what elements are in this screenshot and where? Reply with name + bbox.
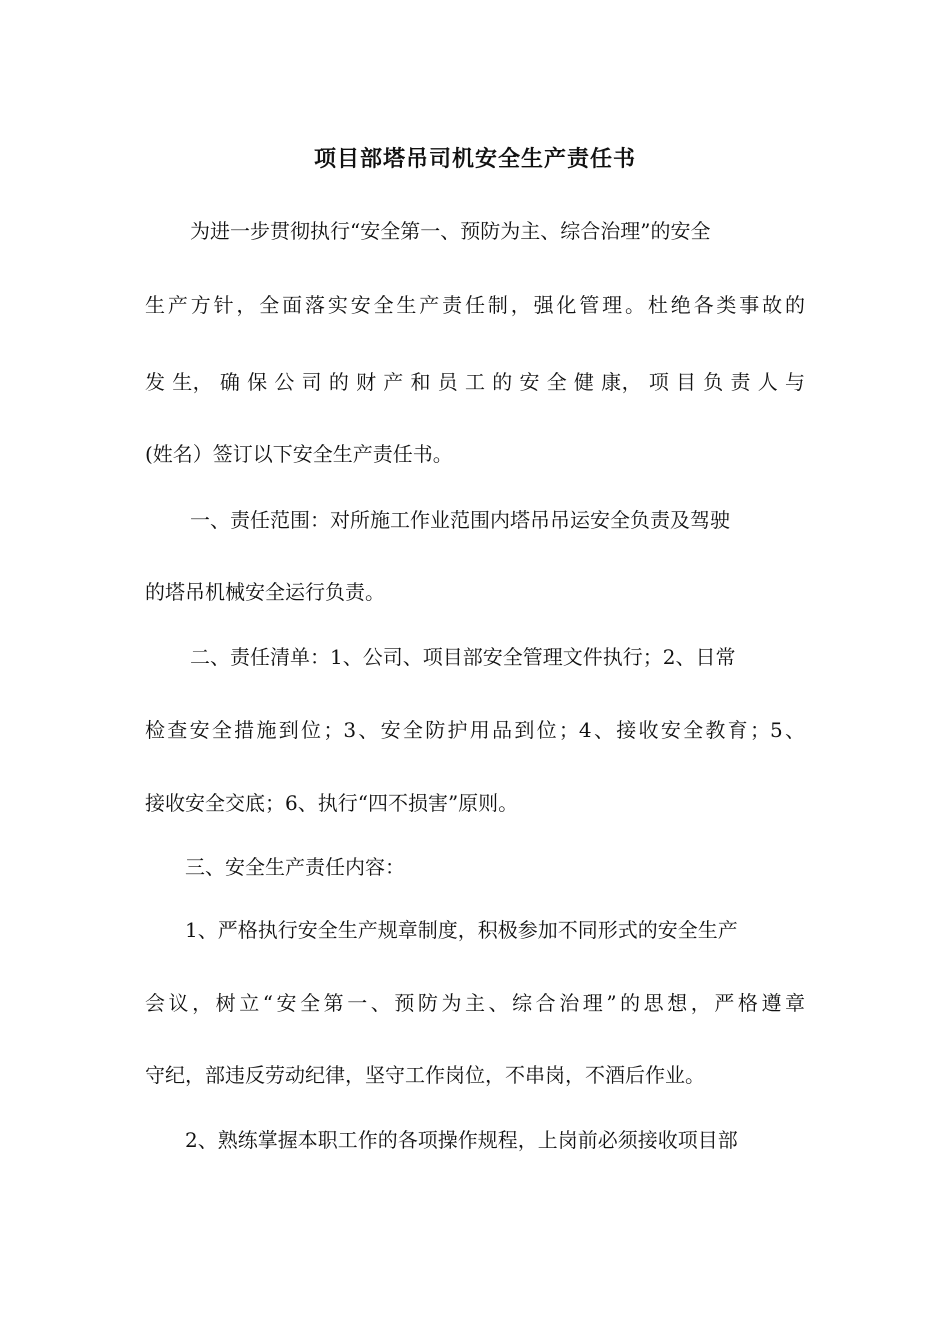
section-1-line-2: 的塔吊机械安全运行负责。 — [145, 580, 385, 604]
item-2-line-1: 2、熟练掌握本职工作的各项操作规程，上岗前必须接收项目部 — [185, 1128, 738, 1152]
section-2-line-2: 检查安全措施到位；3、安全防护用品到位；4、接收安全教育；5、 — [145, 718, 805, 742]
paragraph-intro-line-3: 发 生， 确 保 公 司 的 财 产 和 员 工 的 安 全 健 康， 项 目 负 责 人 与 — [145, 370, 805, 394]
paragraph-intro-line-1: 为进一步贯彻执行“安全第一、预防为主、综合治理”的安全 — [190, 219, 711, 243]
section-1-line-1: 一、责任范围：对所施工作业范围内塔吊吊运安全负责及驾驶 — [190, 508, 730, 532]
section-2-line-1: 二、责任清单：1、公司、项目部安全管理文件执行；2、日常 — [190, 645, 736, 669]
paragraph-intro-line-2: 生产方针，全面落实安全生产责任制，强化管理。杜绝各类事故的 — [145, 293, 805, 317]
item-1-line-3: 守纪，部违反劳动纪律，坚守工作岗位，不串岗，不酒后作业。 — [145, 1063, 705, 1087]
document-title: 项目部塔吊司机安全生产责任书 — [313, 146, 636, 172]
item-1-line-2: 会议，树立“安全第一、预防为主、综合治理”的思想，严格遵章 — [145, 991, 805, 1015]
section-2-line-3: 接收安全交底；6、执行“四不损害”原则。 — [145, 791, 519, 815]
paragraph-intro-line-4: (姓名）签订以下安全生产责任书。 — [145, 442, 453, 466]
section-3-heading: 三、安全生产责任内容： — [185, 855, 405, 879]
item-1-line-1: 1、严格执行安全生产规章制度，积极参加不同形式的安全生产 — [185, 918, 738, 942]
